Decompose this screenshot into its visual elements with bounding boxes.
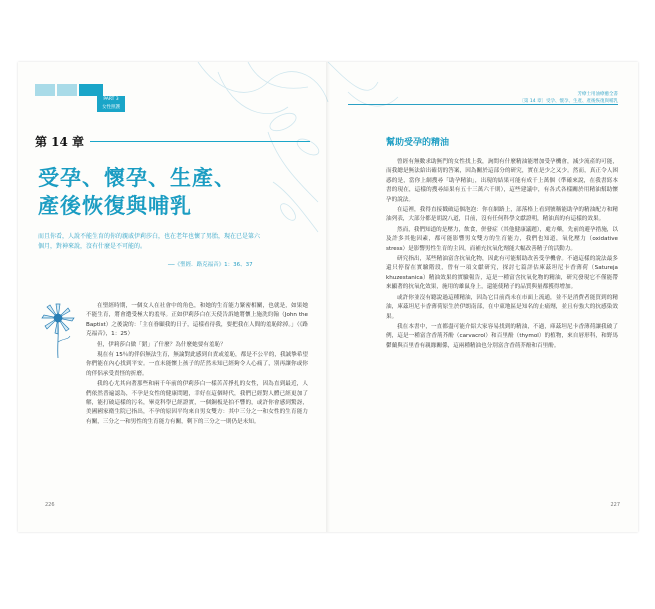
running-head (519, 91, 618, 105)
epigraph-source: ──《聖經．路克福音》1：36、37 (168, 262, 253, 268)
running-head-chapter: 〔第 14 章〕受孕、懷孕、生產、產後恢復與哺乳 (519, 99, 618, 104)
book-spread (18, 62, 638, 532)
left-page (18, 62, 328, 532)
paragraph: 研究指出，某些精油富含抗氧化物，因此有可能幫助改善受孕機會。不過這樣的說法最多還只停留在實驗階段，曾有一項文獻研究，探討七篇評估庫茲坦尼卡香薄荷（Satureja khuzestanica）精油效果的實驗報告，這是一種富含抗氧化物的精油，研究發現它不僅能帶來顯著的抗氧化效果，施用的雄鼠身上，還能使精子的品質與量都獲得增加。 (386, 256, 618, 291)
blue-flower-icon (36, 300, 80, 360)
section-title: 幫助受孕的精油 (386, 138, 450, 148)
paragraph: 曾經有無數求助無門的女性找上我，詢問有什麼精油能增加受孕機會，減少流產的可能，而我總是無法給出確切的答案，因為關於這部分的研究，實在是少之又少。然而，真正令人困惑的是，當你上網搜尋「助孕精油」，出現的結果可能有成千上萬個（準確來說，在我書寫本書的現在，這樣的搜尋結果有五十三萬六千則），這些建議中，有各式各樣關於用精油幫助懷孕的說法。 (386, 159, 618, 203)
part-title: 女性照護 (102, 105, 120, 110)
running-head-rule (348, 104, 618, 105)
title-line-1: 受孕、懷孕、生產、 (38, 166, 236, 190)
paragraph: 但，伊莉莎白做「錯」了什麼？為什麼她要有羞恥？ (97, 341, 226, 348)
chapter-label: 第 14 章 (35, 135, 85, 149)
paragraph: 我的心尤其向著那些和兩千年前的伊莉莎白一樣苦苦掙扎的女性，因為直到最近，人們依然普遍認為，不孕是女性的健康問題，幸好在這個時代，我們已經對人體已經更加了解，能打破這樣的污名，畢竟科學已經證實，一個銅板是拍不響的，或許你會感到驚訝，美國國家衛生院已指出，不孕的原因平均來自男女雙方：其中三分之一和女性的生育能力有關，三分之一和男性的生育能力有關，剩下的三分之一則仍是未知。 (86, 381, 308, 425)
paragraph: 然而，我們知道的是壓力，飲食，併發症（其他健康議題），處方藥，先前的避孕措施，以及許多其他因素，都可能影響男女雙方的生育能力，我們也知道，氧化壓力（oxidative stress）是影響男性生育的主因，而補充抗氧化劑能大幅改善精子的活動力。 (386, 226, 618, 252)
page-number: 226 (45, 502, 55, 508)
right-page (328, 62, 638, 532)
title-line-2: 產後恢復與哺乳 (38, 194, 192, 218)
chapter-rule (90, 141, 310, 142)
paragraph: 現在有 15％的伴侶無法生育，無論對此感到自責或羞恥，都是不公平的，我誠摯希望你們能在內心找到平安。一直未能懷上孩子的茫然未知已經夠令人心痛了，別再讓你或你的伴侶承受責怪的折磨。 (86, 352, 308, 377)
epigraph-quote: 而且你看，人說不能生育的你的親戚伊莉莎白，也在老年也懷了男胎，現在已是第六個月，對神來說，沒有什麼是不可能的。 (38, 233, 261, 250)
page-number: 227 (610, 502, 620, 508)
chapter-heading (35, 133, 310, 150)
paragraph: 在聖經時期，一個女人在社會中的角色，和她的生育能力緊密相關，也就是，如果她不能生育，將會遭受極大的羞辱。正如伊莉莎白在天使告訴她將懷上施洗約翰（John the Baptist）之後說的：「主在眷顧我的日子，這樣看待我，要把我在人間的羞恥除掉。」（《路克福音》，1：25） (86, 303, 308, 338)
running-head-book: 芳療士用油療癒全書 (577, 92, 618, 97)
paragraph: 或許你並沒有聽說過這種精油，因為它目前尚未在市面上流通，並不是消費者能買到的精油，庫茲坦尼卡香薄荷原生於伊朗南部，在中東地區是知名的止痛劑，並且有強大的抗感染效果。 (386, 294, 618, 320)
paragraph: 在這裡，我得直接戳破這個泡泡：你在網路上，部落格上看到號稱能助孕的精油配方和精油列表，大部分都是胡說八道，目前，沒有任何科學文獻證明，精油真的有這樣的效果。 (386, 207, 618, 223)
color-tabs (35, 84, 103, 96)
paragraph: 我在本書中，一直都盡可能介紹大家容易找到的精油，不過，庫茲坦尼卡香薄荷讓我破了例，這是一種富含香荊芥酚（carvacrol）和百里酚（thymol）的植物，來自唇形科，和野馬鬱蘭與百里香有親緣關係，這兩種精油也分別富含香荊芥酚和百里酚。 (386, 323, 618, 349)
part-label-box (97, 96, 125, 112)
right-body-text (386, 158, 618, 352)
left-body-text (86, 302, 308, 428)
chapter-title (38, 164, 236, 220)
part-label: PART 3 (103, 97, 119, 102)
